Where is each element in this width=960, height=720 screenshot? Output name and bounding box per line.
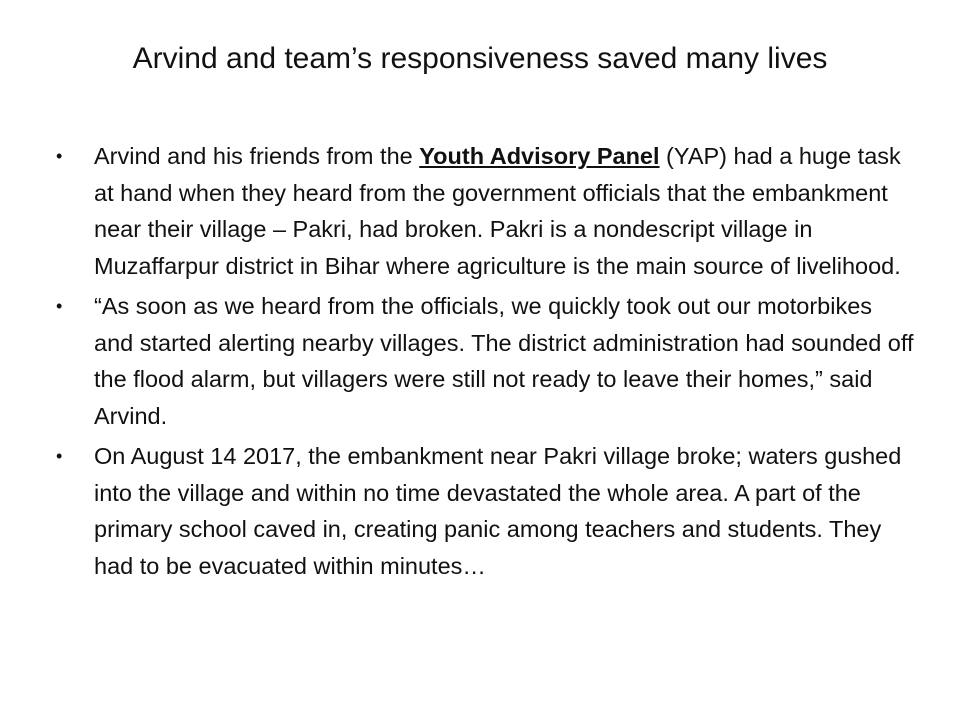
bullet-list bbox=[56, 138, 916, 588]
bullet-icon: • bbox=[56, 296, 63, 316]
bullet-text: On August 14 2017, the embankment near Pakri village broke; waters gushed into the village and within no time devastated the whole area. A part of the primary school caved in, creating panic among teachers and students. They had to be evacuated within minutes… bbox=[94, 443, 902, 579]
bullet-item-2 bbox=[56, 288, 916, 434]
bullet-icon: • bbox=[56, 146, 63, 166]
bullet-text-after-link: (YAP) had a huge task at hand when they heard from the government officials that the embankment near their village – Pakri, had broken. Pakri is a nondescript village in Muzaffarpur district in Bihar where agriculture is the main source of livelihood. bbox=[94, 143, 901, 279]
bullet-item-3 bbox=[56, 438, 916, 584]
bullet-text: “As soon as we heard from the officials, we quickly took out our motorbikes and started alerting nearby villages. The district administration had sounded off the flood alarm, but villagers were still not ready to leave their homes,” said Arvind. bbox=[94, 293, 914, 429]
youth-advisory-panel-link[interactable]: Youth Advisory Panel bbox=[419, 143, 660, 169]
slide-title: Arvind and team’s responsiveness saved many lives bbox=[132, 42, 828, 75]
bullet-item-1 bbox=[56, 138, 916, 284]
bullet-text-before-link: Arvind and his friends from the bbox=[94, 143, 420, 169]
bullet-icon: • bbox=[56, 446, 63, 466]
